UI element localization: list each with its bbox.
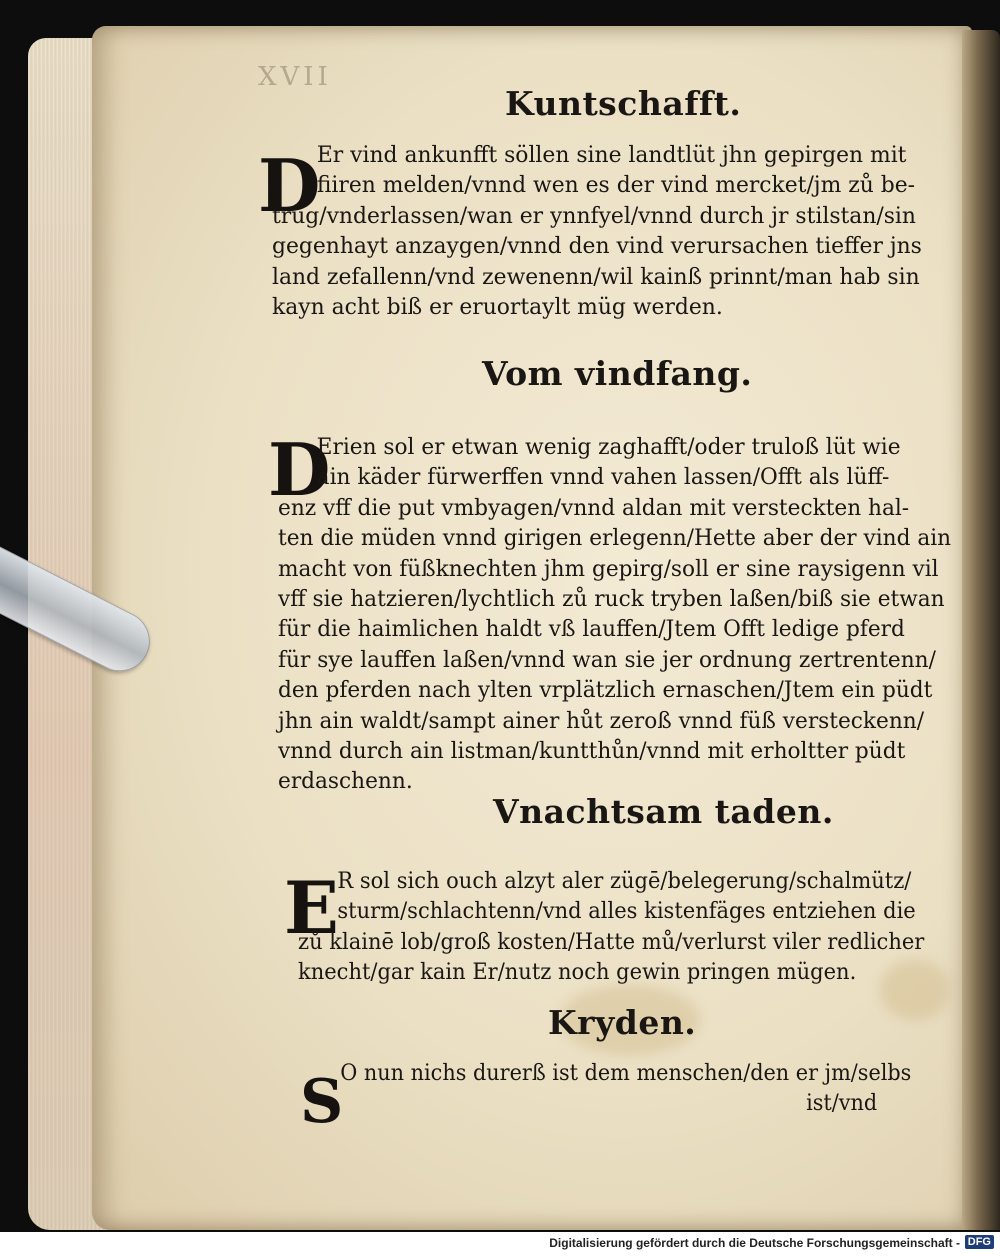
section-heading: Kuntschafft.: [505, 84, 742, 123]
text-line: macht von füßknechten jhm gepirg/soll er sine raysigenn vil: [278, 555, 939, 582]
paragraph: [298, 866, 988, 988]
drop-cap-initial: S: [300, 1067, 344, 1137]
text-line: Erien sol er etwan wenig zaghafft/oder truloß lüt wie: [316, 434, 901, 460]
text-line: enz vff die put vmbyagen/vnnd aldan mit versteckten hal-: [278, 494, 910, 521]
funding-credit: Digitalisierung gefördert durch die Deutsche Forschungsgemeinschaft -: [549, 1236, 960, 1250]
text-line: kayn acht biß er eruortaylt müg werden.: [272, 294, 723, 321]
text-line: vff sie hatzieren/lychtlich zů ruck tryben laßen/biß sie etwan: [278, 586, 945, 613]
drop-cap-initial: D: [268, 427, 331, 512]
section-heading: Kryden.: [548, 1003, 697, 1042]
text-line: ain käder fürwerffen vnnd vahen lassen/Offt als lüff-: [316, 464, 890, 491]
text-line: jhn ain waldt/sampt ainer hůt zeroß vnnd füß versteckenn/: [278, 707, 925, 734]
section-heading: Vom vindfang.: [482, 354, 753, 393]
text-line: land zefallenn/vnd zewenenn/wil kainß prinnt/man hab sin: [272, 263, 920, 290]
text-line: fiiren melden/vnnd wen es der vind mercket/jm zů be-: [316, 172, 915, 199]
section-heading: Vnachtsam taden.: [493, 792, 834, 831]
text-line: ten die müden vnnd girigen erlegenn/Hette aber der vind ain: [278, 525, 952, 552]
page-number: XVII: [258, 62, 332, 92]
dfg-logo: DFG: [965, 1235, 994, 1249]
text-line: knecht/gar kain Er/nutz noch gewin pringen mügen.: [298, 959, 857, 986]
text-line: sturm/schlachtenn/vnd alles kistenfäges entziehen die: [337, 898, 916, 925]
text-line: R sol sich ouch alzyt aler zügē/belegerung/schalmütz/: [337, 868, 912, 894]
text-line: zů klainē lob/groß kosten/Hatte mů/verlurst viler redlicher: [298, 928, 925, 955]
drop-cap-initial: D: [258, 143, 321, 228]
drop-cap-initial: E: [284, 865, 339, 950]
text-line: für sye lauffen laßen/vnnd wan sie jer ordnung zertrentenn/: [278, 646, 936, 673]
footer-bar: [0, 1232, 1000, 1256]
text-line: den pferden nach ylten vrplätzlich ernaschen/Jtem ein püdt: [278, 677, 933, 704]
text-line: trug/vnderlassen/wan er ynnfyel/vnnd durch jr stilstan/sin: [272, 202, 916, 229]
text-line: ist/vnd: [806, 1090, 878, 1117]
text-line: Er vind ankunfft söllen sine landtlüt jhn gepirgen mit: [316, 142, 907, 168]
text-line: für die haimlichen haldt vß lauffen/Jtem Offt ledige pferd: [278, 616, 905, 643]
paragraph: [305, 1058, 995, 1119]
paragraph: [278, 432, 968, 797]
paragraph: [272, 140, 962, 322]
text-line: O nun nichs durerß ist dem menschen/den er jm/selbs: [340, 1060, 912, 1086]
text-line: gegenhayt anzaygen/vnnd den vind verursachen tieffer jns: [272, 233, 922, 260]
text-line: vnnd durch ain listman/kuntthůn/vnnd mit erholtter püdt: [278, 738, 906, 765]
text-line: erdaschenn.: [278, 768, 413, 795]
